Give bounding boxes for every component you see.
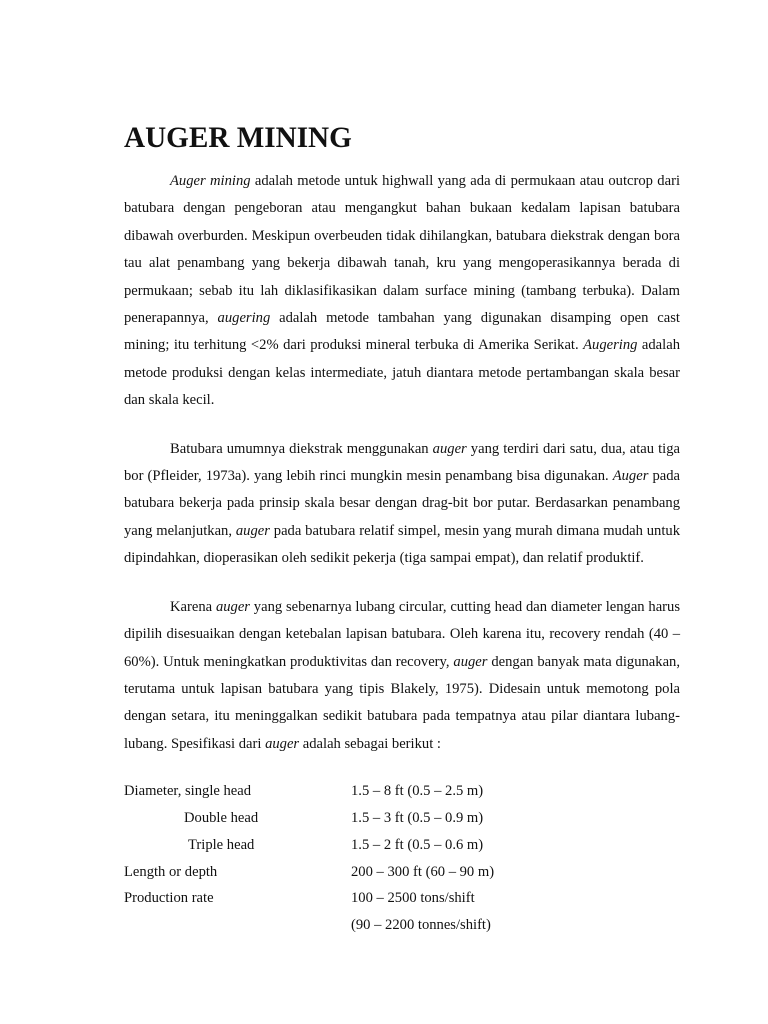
text-run: adalah sebagai berikut :: [299, 735, 441, 752]
spec-value: (90 – 2200 tonnes/shift): [351, 917, 491, 934]
text-run: dengan banyak mata digunakan, terutama untuk lapisan batubara yang tipis Blakely, 1975). Didesain untuk memotong pola dengan setara, itu meninggalkan sedikit batubara pada tempatnya atau pilar diantara lubang-lubang. Spesifikasi dari: [124, 653, 680, 752]
spec-value: 100 – 2500 tons/shift: [351, 890, 475, 907]
text-run: yang sebenarnya lubang circular, cutting head dan diameter lengan harus dipilih disesuaikan dengan ketebalan lapisan batubara. Oleh karena itu, recovery rendah (40 – 60%). Untuk meningkatkan produktivitas dan recovery,: [124, 598, 681, 670]
italic-term: Auger mining: [170, 173, 251, 189]
spec-row: [124, 885, 680, 912]
spec-row: [124, 832, 680, 859]
spec-row: [124, 859, 680, 886]
spec-value: 1.5 – 3 ft (0.5 – 0.9 m): [351, 809, 484, 826]
text-run: pada batubara relatif simpel, mesin yang murah dimana mudah untuk dipindahkan, dioperasikan oleh sedikit pekerja (tiga sampai empat), dan relatif produktif.: [124, 522, 680, 567]
spec-table: [124, 778, 680, 939]
paragraph-2: [124, 436, 680, 573]
italic-term: Auger: [612, 468, 649, 485]
spec-row: [124, 912, 680, 939]
spec-label: Length or depth: [124, 863, 218, 880]
spec-row: [124, 805, 680, 832]
spec-label: Triple head: [188, 836, 255, 853]
spec-label: Production rate: [124, 890, 214, 907]
spec-label: Diameter, single head: [124, 783, 252, 800]
paragraph-1: [124, 168, 680, 415]
text-run: yang terdiri dari satu, dua, atau tiga bor (Pfleider, 1973a). yang lebih rinci mungkin mesin penambang bisa digunakan.: [124, 440, 680, 485]
spec-value: 200 – 300 ft (60 – 90 m): [351, 863, 495, 880]
spec-value: 1.5 – 2 ft (0.5 – 0.6 m): [351, 836, 484, 853]
italic-term: auger: [432, 440, 467, 457]
italic-term: Augering: [583, 337, 638, 354]
document-body: [124, 122, 681, 939]
text-run: pada batubara bekerja pada prinsip skala besar dengan drag-bit bor putar. Berdasarkan penambang yang melanjutkan,: [124, 468, 681, 539]
text-run: adalah metode untuk highwall yang ada di permukaan atau outcrop dari batubara dengan pengeboran atau mengangkut bahan bukaan kedalam lapisan batubara dibawah overburden. Meskipun overbeuden tidak dihilangkan, batubara diekstrak dengan bora tau alat penambang yang bekerja dibawah tanah, kru yang mengoperasikannya berada di permukaan; sebab itu lah diklasifikasikan dalam surface mining (tambang terbuka). Dalam penerapannya,: [124, 173, 680, 327]
text-run: Batubara umumnya diekstrak menggunakan: [170, 440, 433, 457]
italic-term: auger: [453, 653, 488, 670]
spec-label: Double head: [184, 809, 259, 826]
text-run: Karena: [170, 598, 216, 615]
italic-term: auger: [235, 522, 270, 539]
text-run: adalah metode produksi dengan kelas intermediate, jatuh diantara metode pertambangan skala besar dan skala kecil.: [124, 337, 680, 409]
paragraph-3: [124, 594, 680, 758]
spec-row: [124, 778, 680, 805]
italic-term: augering: [217, 310, 271, 327]
text-run: adalah metode tambahan yang digunakan disamping open cast mining; itu terhitung <2% dari produksi mineral terbuka di Amerika Serikat.: [124, 310, 680, 354]
italic-term: auger: [265, 735, 300, 752]
spec-value: 1.5 – 8 ft (0.5 – 2.5 m): [351, 783, 484, 800]
italic-term: auger: [215, 598, 250, 615]
section-title: AUGER MINING: [124, 122, 352, 154]
